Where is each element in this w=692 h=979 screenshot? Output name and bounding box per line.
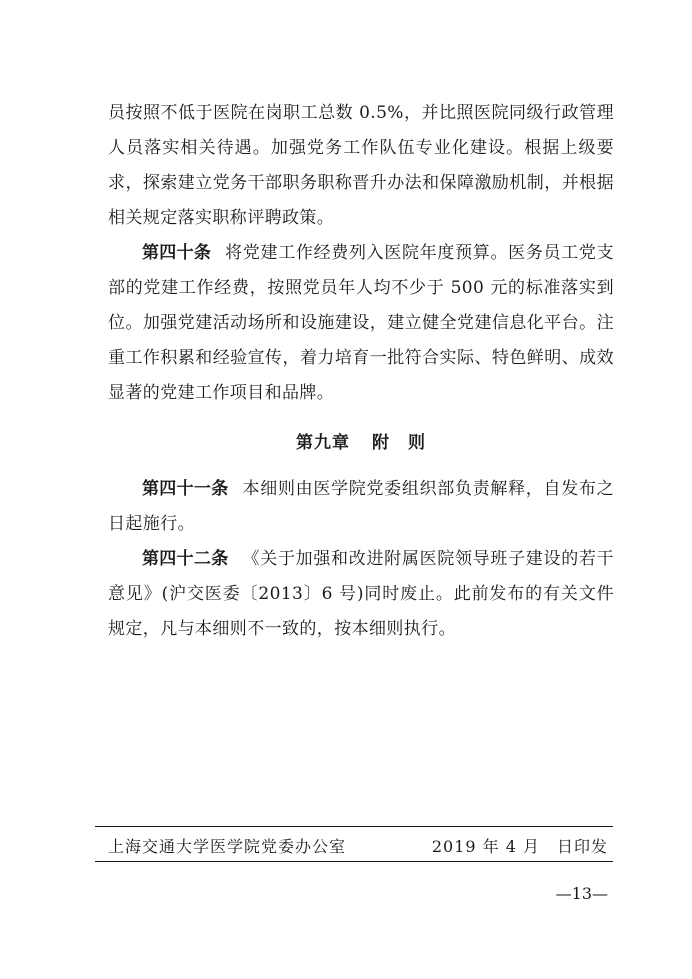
- article-40-label: 第四十条: [142, 243, 212, 263]
- article-40-text: 将党建工作经费列入医院年度预算。医务员工党支部的党建工作经费，按照党员年人均不少于 500 元的标准落实到位。加强党建活动场所和设施建设，建立健全党建信息化平台。注重工作积累和经验宣传，着力培育一批符合实际、特色鲜明、成效显著的党建工作项目和品牌。: [108, 243, 614, 403]
- article-41-label: 第四十一条: [142, 479, 229, 499]
- article-42: [108, 542, 614, 647]
- issue-date: 2019 年 4 月 日印发: [431, 836, 608, 856]
- footer-rule-bottom: [95, 861, 613, 862]
- chapter-number: 第九章: [296, 433, 350, 453]
- footer-rule-top: [95, 826, 613, 827]
- article-41: [108, 472, 614, 542]
- paragraph-continued: 员按照不低于医院在岗职工总数 0.5%，并比照医院同级行政管理人员落实相关待遇。加强党务工作队伍专业化建设。根据上级要求，探索建立党务干部职务职称晋升办法和保障激励机制，并根据相关规定落实职称评聘政策。: [108, 103, 614, 228]
- article-42-text: 《关于加强和改进附属医院领导班子建设的若干意见》(沪交医委〔2013〕6 号)同时废止。此前发布的有关文件规定，凡与本细则不一致的，按本细则执行。: [108, 549, 615, 639]
- page-number: —13—: [555, 884, 608, 903]
- issuing-office: 上海交通大学医学院党委办公室: [108, 836, 347, 856]
- chapter-title: 附 则: [372, 433, 426, 453]
- article-40: [108, 236, 614, 411]
- chapter-heading: [108, 428, 614, 458]
- issuance-footer: [108, 830, 608, 860]
- article-41-text: 本细则由医学院党委组织部负责解释，自发布之日起施行。: [108, 479, 615, 534]
- document-body: [108, 96, 614, 647]
- article-42-label: 第四十二条: [142, 549, 229, 569]
